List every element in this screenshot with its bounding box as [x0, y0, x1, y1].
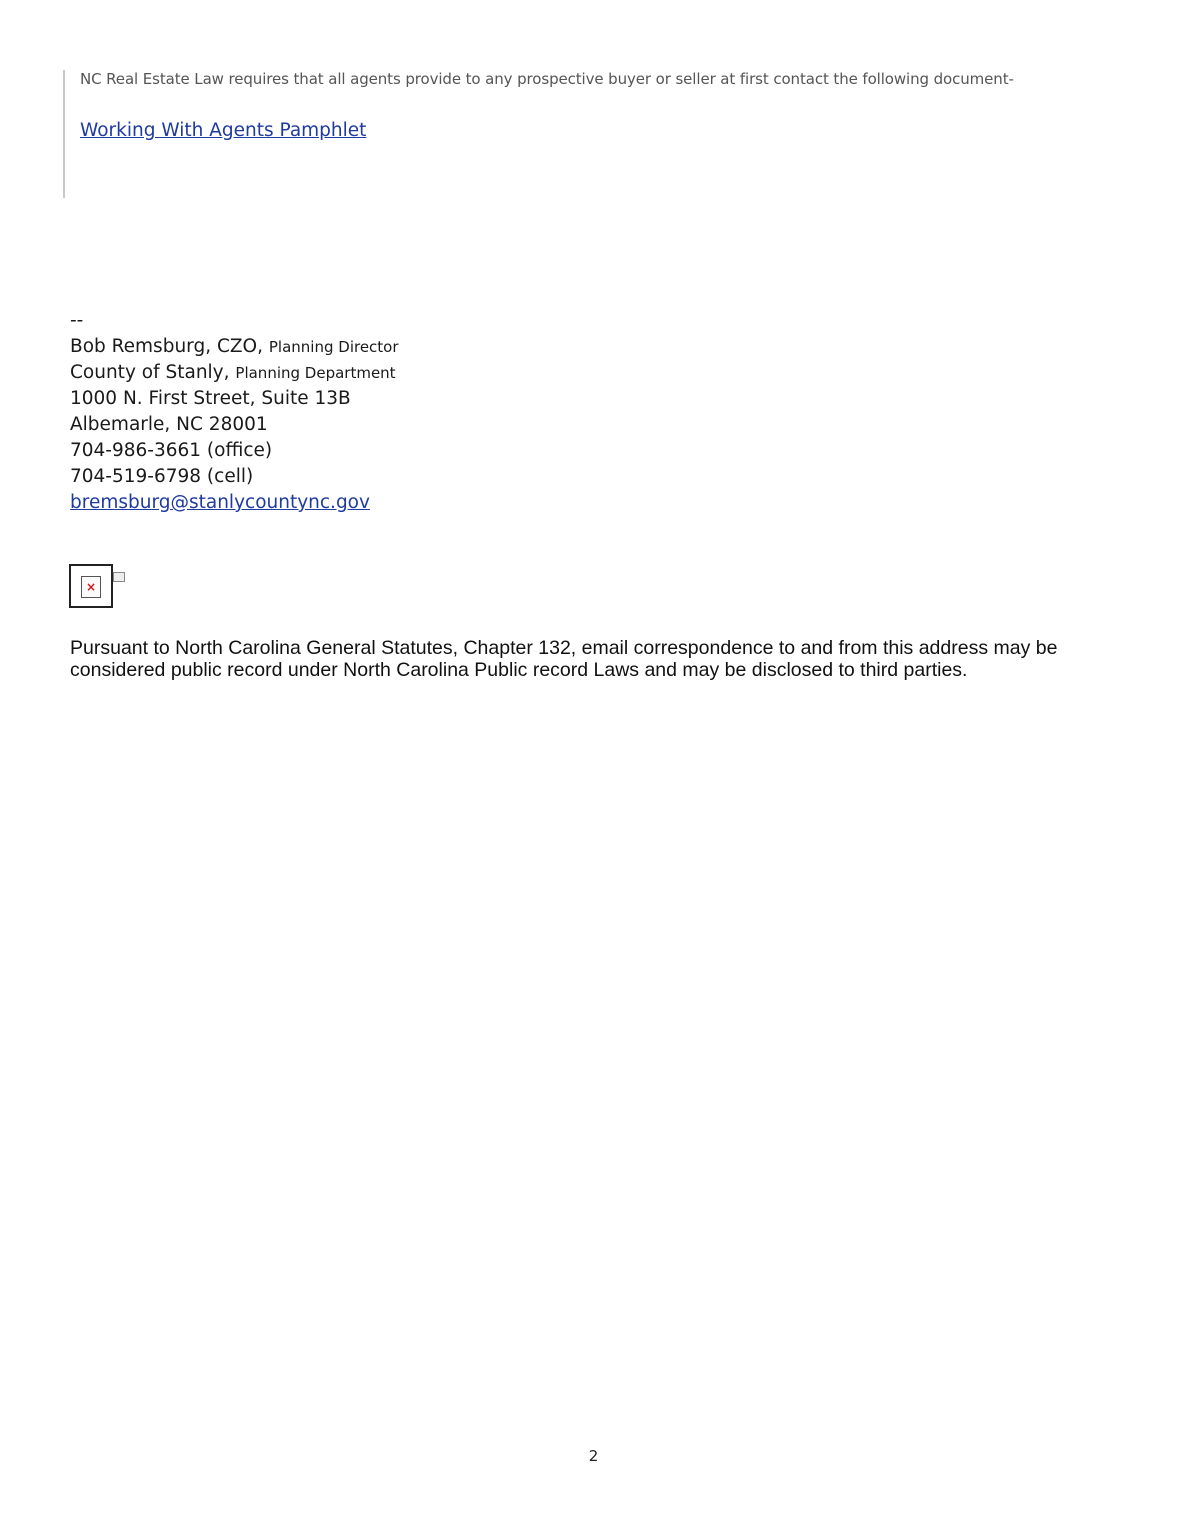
signature-separator: -- — [70, 310, 84, 331]
signature-address-line1: 1000 N. First Street, Suite 13B — [70, 388, 351, 409]
signature-phone-office: 704-986-3661 (office) — [70, 440, 273, 461]
broken-image-frame — [81, 576, 101, 598]
quoted-block — [63, 70, 1105, 198]
signature-email-line — [70, 490, 399, 516]
signature-name: Bob Remsburg, CZO, — [70, 336, 263, 357]
signature-organization-line — [70, 360, 399, 386]
small-image-icon — [113, 572, 125, 582]
email-signature — [70, 308, 399, 516]
page-number: 2 — [588, 1447, 599, 1465]
signature-department: Planning Department — [235, 364, 396, 382]
signature-organization: County of Stanly, — [70, 362, 230, 383]
signature-email-link[interactable]: bremsburg@stanlycountync.gov — [70, 492, 370, 513]
public-record-disclaimer: Pursuant to North Carolina General Statutes, Chapter 132, email correspondence to and from this address may be considered public record under North Carolina Public record Laws and may be disclosed to third parties. — [70, 637, 1058, 681]
working-with-agents-link[interactable]: Working With Agents Pamphlet — [80, 120, 367, 141]
red-x-icon: × — [85, 580, 97, 594]
signature-address-line2: Albemarle, NC 28001 — [70, 414, 268, 435]
signature-phone-cell: 704-519-6798 (cell) — [70, 466, 254, 487]
signature-title: Planning Director — [268, 338, 399, 356]
signature-name-line — [70, 334, 399, 360]
broken-image-icon — [69, 564, 113, 608]
real-estate-notice: NC Real Estate Law requires that all agents provide to any prospective buyer or seller at first contact the following document- — [80, 70, 1014, 88]
